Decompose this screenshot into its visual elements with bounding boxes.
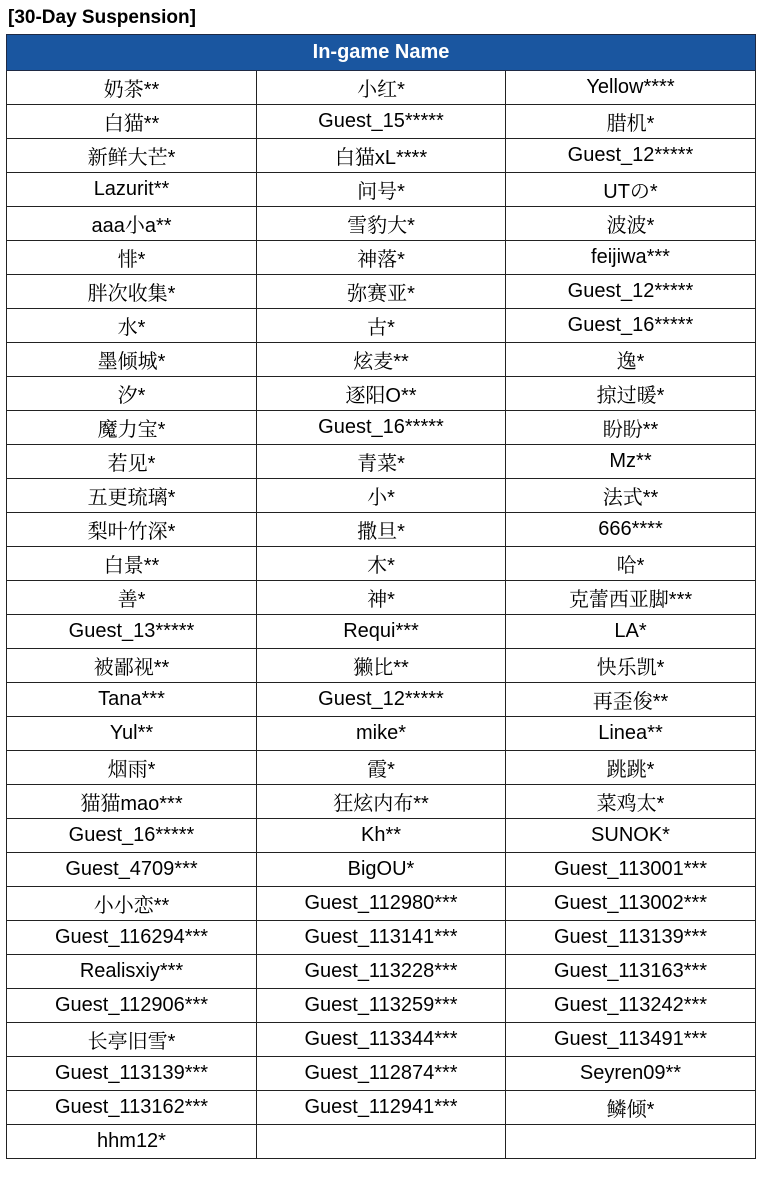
name-cell: BigOU*: [257, 853, 506, 887]
name-cell: 弥赛亚*: [257, 275, 506, 309]
name-cell: 逐阳O**: [257, 377, 506, 411]
table-row: [7, 989, 756, 1023]
name-cell: Guest_112941***: [257, 1091, 506, 1125]
name-cell: Guest_16*****: [506, 309, 756, 343]
name-cell: Guest_113242***: [506, 989, 756, 1023]
name-cell: 菜鸡太*: [506, 785, 756, 819]
name-cell: 问号*: [257, 173, 506, 207]
name-cell: 跳跳*: [506, 751, 756, 785]
table-row: [7, 751, 756, 785]
name-cell: Yul**: [7, 717, 257, 751]
name-cell: Guest_113259***: [257, 989, 506, 1023]
name-cell: Guest_113139***: [7, 1057, 257, 1091]
table-row: [7, 615, 756, 649]
table-row: [7, 819, 756, 853]
name-cell: hhm12*: [7, 1125, 257, 1159]
name-cell: Kh**: [257, 819, 506, 853]
name-cell: 木*: [257, 547, 506, 581]
table-body: [7, 71, 756, 1159]
name-cell: 水*: [7, 309, 257, 343]
name-cell: aaa小a**: [7, 207, 257, 241]
name-cell: mike*: [257, 717, 506, 751]
name-cell: Guest_116294***: [7, 921, 257, 955]
table-row: [7, 1023, 756, 1057]
name-cell: 新鲜大芒*: [7, 139, 257, 173]
name-cell: 汐*: [7, 377, 257, 411]
name-cell: 小小恋**: [7, 887, 257, 921]
name-cell: LA*: [506, 615, 756, 649]
name-cell: 梨叶竹深*: [7, 513, 257, 547]
name-cell: Guest_15*****: [257, 105, 506, 139]
name-cell: 鳞倾*: [506, 1091, 756, 1125]
name-cell: 逸*: [506, 343, 756, 377]
table-row: [7, 921, 756, 955]
table-header-row: [7, 35, 756, 71]
table-row: [7, 683, 756, 717]
name-cell: 波波*: [506, 207, 756, 241]
table-row: [7, 1091, 756, 1125]
name-cell: 魔力宝*: [7, 411, 257, 445]
table-row: [7, 275, 756, 309]
name-cell: Guest_112874***: [257, 1057, 506, 1091]
name-cell: 白猫**: [7, 105, 257, 139]
name-cell: SUNOK*: [506, 819, 756, 853]
table-row: [7, 479, 756, 513]
name-cell: 腊机*: [506, 105, 756, 139]
name-cell: Guest_12*****: [506, 139, 756, 173]
table-row: [7, 717, 756, 751]
table-row: [7, 513, 756, 547]
name-cell: [506, 1125, 756, 1159]
name-cell: Guest_16*****: [7, 819, 257, 853]
name-cell: Yellow****: [506, 71, 756, 105]
name-cell: Guest_113141***: [257, 921, 506, 955]
name-cell: Guest_112980***: [257, 887, 506, 921]
name-cell: 五更琉璃*: [7, 479, 257, 513]
name-cell: Requi***: [257, 615, 506, 649]
table-row: [7, 377, 756, 411]
name-cell: 霞*: [257, 751, 506, 785]
name-cell: 猫猫mao***: [7, 785, 257, 819]
name-cell: Guest_113344***: [257, 1023, 506, 1057]
name-cell: 法式**: [506, 479, 756, 513]
column-header-in-game-name: In-game Name: [7, 35, 756, 71]
name-cell: 神落*: [257, 241, 506, 275]
name-cell: 奶茶**: [7, 71, 257, 105]
table-row: [7, 241, 756, 275]
name-cell: Guest_13*****: [7, 615, 257, 649]
table-row: [7, 71, 756, 105]
name-cell: 再歪俊**: [506, 683, 756, 717]
name-cell: 白猫xL****: [257, 139, 506, 173]
name-cell: [257, 1125, 506, 1159]
name-cell: Guest_113163***: [506, 955, 756, 989]
name-cell: 白景**: [7, 547, 257, 581]
table-row: [7, 411, 756, 445]
name-cell: Guest_113139***: [506, 921, 756, 955]
name-cell: 狂炫内布**: [257, 785, 506, 819]
table-row: [7, 1057, 756, 1091]
name-cell: Guest_113491***: [506, 1023, 756, 1057]
name-cell: Guest_112906***: [7, 989, 257, 1023]
name-cell: 神*: [257, 581, 506, 615]
name-cell: Guest_4709***: [7, 853, 257, 887]
name-cell: 悱*: [7, 241, 257, 275]
name-cell: 胖次收集*: [7, 275, 257, 309]
table-row: [7, 309, 756, 343]
name-cell: 墨倾城*: [7, 343, 257, 377]
name-cell: Guest_113002***: [506, 887, 756, 921]
table-row: [7, 105, 756, 139]
name-cell: feijiwa***: [506, 241, 756, 275]
name-cell: Guest_113162***: [7, 1091, 257, 1125]
name-cell: Guest_12*****: [257, 683, 506, 717]
name-cell: 666****: [506, 513, 756, 547]
name-cell: 快乐凯*: [506, 649, 756, 683]
name-cell: 若见*: [7, 445, 257, 479]
table-row: [7, 785, 756, 819]
name-cell: UTの*: [506, 173, 756, 207]
table-row: [7, 955, 756, 989]
name-cell: 古*: [257, 309, 506, 343]
name-cell: 撒旦*: [257, 513, 506, 547]
name-cell: 克蕾西亚脚***: [506, 581, 756, 615]
name-cell: Seyren09**: [506, 1057, 756, 1091]
name-cell: 盼盼**: [506, 411, 756, 445]
name-cell: 善*: [7, 581, 257, 615]
table-row: [7, 207, 756, 241]
suspension-table: [6, 34, 756, 1159]
name-cell: Lazurit**: [7, 173, 257, 207]
name-cell: Tana***: [7, 683, 257, 717]
name-cell: Realisxiy***: [7, 955, 257, 989]
table-row: [7, 139, 756, 173]
name-cell: 哈*: [506, 547, 756, 581]
table-row: [7, 547, 756, 581]
table-row: [7, 173, 756, 207]
table-row: [7, 887, 756, 921]
name-cell: Linea**: [506, 717, 756, 751]
name-cell: 长亭旧雪*: [7, 1023, 257, 1057]
name-cell: 掠过暖*: [506, 377, 756, 411]
name-cell: Guest_113228***: [257, 955, 506, 989]
name-cell: Mz**: [506, 445, 756, 479]
name-cell: 烟雨*: [7, 751, 257, 785]
page-title: [30-Day Suspension]: [8, 7, 196, 28]
name-cell: 雪豹大*: [257, 207, 506, 241]
table-row: [7, 343, 756, 377]
name-cell: Guest_12*****: [506, 275, 756, 309]
name-cell: Guest_16*****: [257, 411, 506, 445]
name-cell: 小红*: [257, 71, 506, 105]
name-cell: 炫麦**: [257, 343, 506, 377]
name-cell: 小*: [257, 479, 506, 513]
table-row: [7, 1125, 756, 1159]
table-row: [7, 853, 756, 887]
table-row: [7, 649, 756, 683]
name-cell: Guest_113001***: [506, 853, 756, 887]
name-cell: 被鄙视**: [7, 649, 257, 683]
name-cell: 青菜*: [257, 445, 506, 479]
table-row: [7, 581, 756, 615]
name-cell: 獭比**: [257, 649, 506, 683]
table-row: [7, 445, 756, 479]
